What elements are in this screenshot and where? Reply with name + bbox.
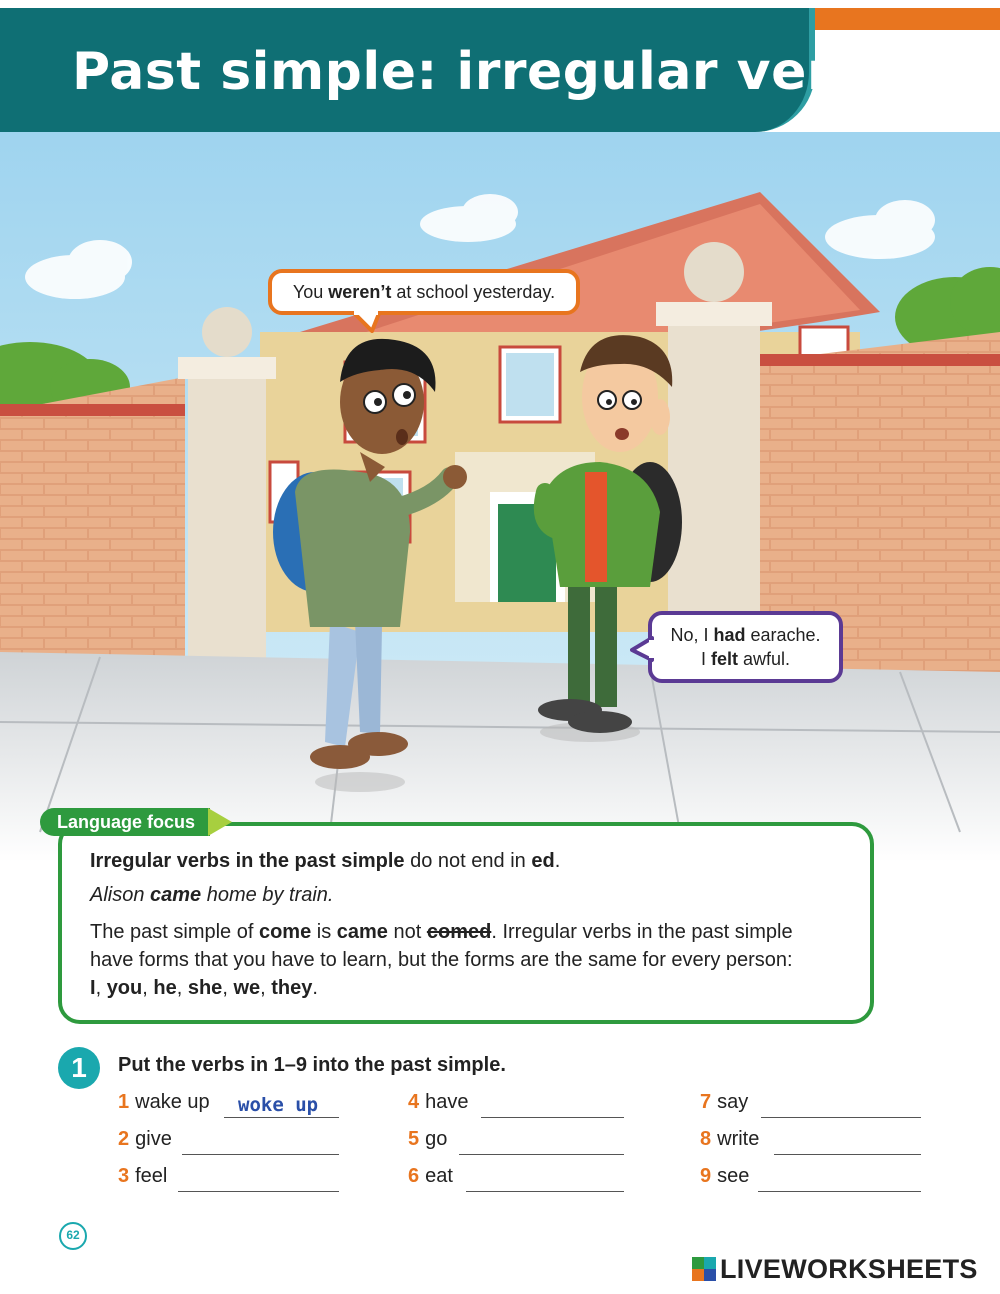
liveworksheets-logo [692,1252,978,1286]
verb-number: 2 [118,1128,130,1150]
pronoun-sep: , [142,977,154,999]
bubble2-line2 [652,647,839,671]
pronoun: I [90,977,96,999]
pronoun-sep: , [176,977,188,999]
verb-item-8 [700,1128,759,1156]
expl-came: came [336,921,388,943]
brick-wall-left [0,377,185,672]
bubble-left-tail [350,311,384,333]
speech-bubble-left [268,269,580,315]
example-before: Alison [90,884,151,906]
language-focus-example [90,884,333,907]
verb-number: 9 [700,1165,712,1187]
liveworksheets-logo-text: LIVEWORKSHEETS [720,1253,978,1284]
verb-number: 1 [118,1091,130,1113]
answer-input-5[interactable] [459,1129,624,1155]
exercise-number-badge: 1 [58,1047,100,1089]
rule-bold-1: Irregular verbs in the past simple [90,850,405,872]
expl-part: The past simple of [90,921,259,943]
bubble2-line2-after: awful. [737,649,791,669]
liveworksheets-logo-icon [692,1257,716,1281]
expl-part: is [311,921,337,943]
verb-base: see [717,1165,750,1187]
verb-number: 6 [408,1165,420,1187]
verb-item-4 [408,1091,469,1119]
pronoun-sep: , [222,977,234,999]
expl-come: come [258,921,312,943]
verb-base: go [425,1128,448,1150]
pronoun: you [106,977,143,999]
expl-part: not [387,921,427,943]
verb-number: 8 [700,1128,712,1150]
verb-item-9 [700,1165,749,1193]
example-after: home by train. [201,884,334,906]
verb-number: 7 [700,1091,712,1113]
page-number: 62 [59,1222,87,1250]
bubble1-text-bold: weren’t [328,282,392,302]
answer-input-3[interactable] [178,1166,339,1192]
language-focus-pronouns [90,974,318,1002]
bubble2-line1-bold: had [713,625,746,645]
verb-item-5 [408,1128,447,1156]
verb-item-7 [700,1091,748,1119]
verb-base: feel [135,1165,168,1187]
pronoun-sep: , [95,977,107,999]
answer-input-6[interactable] [466,1166,624,1192]
language-focus-tag: Language focus [40,808,210,836]
pronoun-end: . [312,977,318,999]
answer-input-4[interactable] [481,1092,624,1118]
bubble2-line2-bold: felt [710,649,738,669]
verb-base: have [425,1091,469,1113]
verb-number: 4 [408,1091,420,1113]
bubble2-line1-before: No, I [670,625,714,645]
bubble1-text-after: at school yesterday. [391,282,556,302]
verb-item-2 [118,1128,172,1156]
top-strip [0,0,1000,8]
bubble-right-tail [630,636,654,664]
verb-base: eat [425,1165,453,1187]
verb-base: say [717,1091,749,1113]
verb-number: 5 [408,1128,420,1150]
verb-item-1 [118,1091,210,1119]
answer-input-7[interactable] [761,1092,921,1118]
expl-part: . Irregular verbs in the past simple [491,921,793,943]
verb-item-3 [118,1165,167,1193]
verb-number: 3 [118,1165,130,1187]
language-focus-rule [90,850,560,873]
answer-input-2[interactable] [182,1129,339,1155]
answer-input-9[interactable] [758,1166,921,1192]
pronoun: he [153,977,177,999]
bubble2-line1-after: earache. [745,625,821,645]
language-focus-explanation-line1 [90,918,793,946]
verb-item-6 [408,1165,453,1193]
language-focus-explanation-line2: have forms that you have to learn, but the forms are the same for every person: [90,949,793,971]
language-focus-arrow [208,808,232,836]
header-accent-bar [805,8,1000,30]
pronoun: they [271,977,313,999]
verb-base: write [717,1128,760,1150]
speech-bubble-right [648,611,843,683]
illustration-school-scene [0,132,1000,862]
pronoun: she [187,977,223,999]
bubble2-line1 [652,623,839,647]
exercise-instruction: Put the verbs in 1–9 into the past simple. [118,1054,506,1076]
bubble1-text-before: You [292,282,329,302]
verb-base: wake up [135,1091,210,1113]
example-bold: came [150,884,202,906]
verb-base: give [135,1128,172,1150]
pronoun: we [233,977,261,999]
answer-input-1[interactable] [224,1092,339,1118]
page-title: Past simple: irregular verbs [72,42,903,102]
expl-comed-struck: comed [426,921,492,943]
rule-end: . [554,850,561,872]
answer-input-8[interactable] [774,1129,921,1155]
rule-bold-ed: ed [531,850,555,872]
rule-mid: do not end in [404,850,532,872]
bubble2-line2-before: I [700,649,711,669]
pronoun-sep: , [260,977,272,999]
